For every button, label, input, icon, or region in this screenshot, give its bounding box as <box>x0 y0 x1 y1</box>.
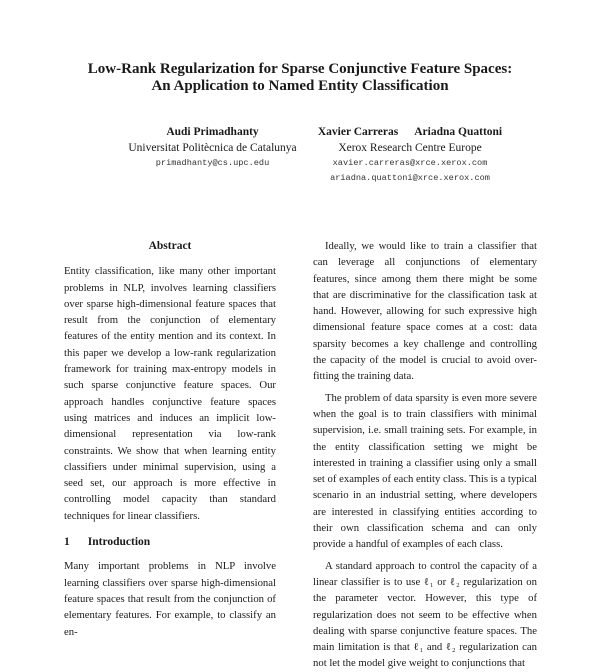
author-block-right <box>300 124 520 186</box>
author-email: ariadna.quattoni@xrce.xerox.com <box>330 173 490 183</box>
abstract-text: Entity classification, like many other important problems in NLP, involves learning classifiers over sparse high-dimensional feature spaces that result from the conjunction of elementary features of the entity mention and its context. In this paper we develop a low-rank regularization framework for training max-entropy models in such sparse conjunctive feature spaces. Our approach handles conjunctive feature spaces using matrices and induces an implicit low-dimensional representation via low-rank constraints. We show that when learning entity classifiers under minimal supervision, using a seed set, our approach is more effective in controlling model capacity than standard techniques for linear classifiers. <box>64 265 276 522</box>
body-paragraph: The problem of data sparsity is even more severe when the goal is to train classifiers with minimal supervision, i.e. small training sets. For example, in the entity classification setting we might be interested in training a classifier using only a small set of examples of each entity class. This is a typical scenario in an industrial setting, where developers are interested in classifying entities according to their own classification schema and can only provide a handful of examples of each class. <box>313 391 537 551</box>
author-name: Ariadna Quattoni <box>414 126 503 138</box>
author-affiliation: Xerox Research Centre Europe <box>338 142 482 154</box>
left-column <box>64 238 276 640</box>
title-line-1: Low-Rank Regularization for Sparse Conjunctive Feature Spaces: <box>87 61 513 77</box>
author-affiliation: Universitat Politècnica de Catalunya <box>128 142 297 154</box>
intro-paragraph: Many important problems in NLP involve learning classifiers over sparse high-dimensional feature spaces that result from the conjunction of elementary features. For example, to classify an en- <box>64 560 276 638</box>
title-line-2: An Application to Named Entity Classification <box>151 78 449 94</box>
author-name: Xavier Carreras <box>317 126 399 138</box>
right-column <box>313 238 537 672</box>
author-email: primadhanty@cs.upc.edu <box>155 158 270 168</box>
paper-title <box>60 61 540 95</box>
body-paragraph: Ideally, we would like to train a classifier that can leverage all conjunctions of elementary features, since among them there might be some that are discriminative for the classification task at hand. However, allowing for such expressive high dimensional feature space comes at a cost: data sparsity becomes a key challenge and controlling the capacity of the model is crucial to avoid over-fitting the training data. <box>313 240 537 383</box>
section-title: Introduction <box>87 536 151 549</box>
author-email: xavier.carreras@xrce.xerox.com <box>332 158 488 168</box>
author-name: Audi Primadhanty <box>166 126 259 138</box>
section-heading <box>64 534 276 550</box>
author-names <box>300 124 520 140</box>
author-block-left <box>120 124 305 171</box>
abstract-heading: Abstract <box>148 240 192 252</box>
section-number: 1 <box>64 536 70 549</box>
body-paragraph: A standard approach to control the capacity of a linear classifier is to use ℓ₁ or ℓ₂ regularization on the parameter vector. However, this type of regularization does not seem to be effective when dealing with sparse conjunctive feature spaces. The main limitation is that ℓ₁ and ℓ₂ regularization can not let the model give weight to conjunctions that <box>313 559 537 670</box>
